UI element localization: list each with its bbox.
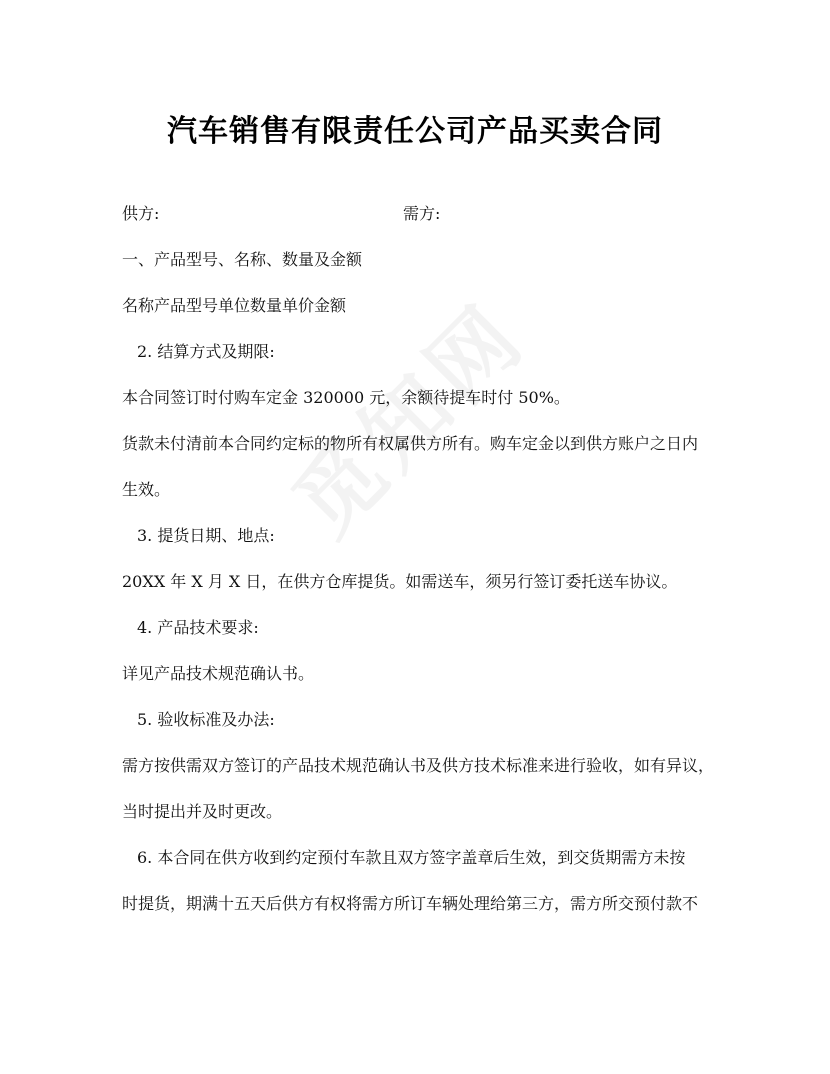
paragraph-line: 本合同签订时付购车定金 320000 元，余额待提车时付 50%。 (122, 388, 570, 407)
table-header-line: 名称产品型号单位数量单价金额 (122, 296, 347, 315)
paragraph-line: 时提货，期满十五天后供方有权将需方所订车辆处理给第三方，需方所交预付款不 (122, 894, 699, 913)
document-title: 汽车销售有限责任公司产品买卖合同 (167, 114, 663, 149)
buyer-label: 需方: (403, 204, 441, 223)
paragraph-line: 需方按供需双方签订的产品技术规范确认书及供方技术标准来进行验收，如有异议， (122, 756, 715, 775)
section-3-heading: 3. 提货日期、地点: (137, 526, 275, 545)
paragraph-line: 20XX 年 X 月 X 日，在供方仓库提货。如需送车，须另行签订委托送车协议。 (122, 572, 678, 591)
paragraph-line: 货款未付清前本合同约定标的物所有权属供方所有。购车定金以到供方账户之日内 (122, 434, 699, 453)
paragraph-line: 当时提出并及时更改。 (122, 802, 283, 821)
section-1-heading: 一、产品型号、名称、数量及金额 (122, 250, 363, 269)
section-2-heading: 2. 结算方式及期限: (137, 342, 275, 361)
supplier-label: 供方: (122, 204, 160, 223)
section-5-heading: 5. 验收标准及办法: (137, 710, 275, 729)
paragraph-line: 生效。 (122, 480, 171, 499)
paragraph-line: 详见产品技术规范确认书。 (122, 664, 315, 683)
section-6-paragraph: 6. 本合同在供方收到约定预付车款且双方签字盖章后生效，到交货期需方未按 (137, 848, 686, 867)
section-4-heading: 4. 产品技术要求: (137, 618, 259, 637)
